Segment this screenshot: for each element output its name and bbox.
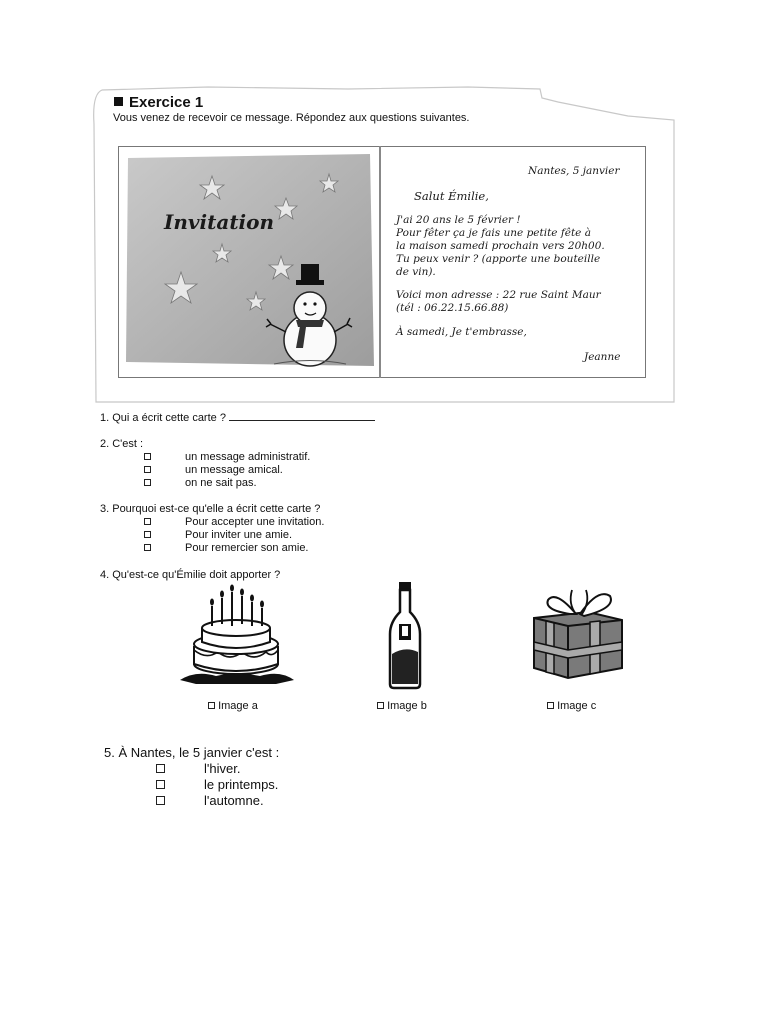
question-3-option[interactable]: Pour accepter une invitation. [144, 516, 151, 528]
checkbox[interactable] [156, 796, 165, 805]
letter-body-line: Pour fêter ça je fais une petite fête à [396, 227, 591, 239]
letter-body-line: Tu peux venir ? (apporte une bouteille [396, 253, 601, 265]
checkbox[interactable] [144, 518, 151, 525]
wine-bottle-icon [386, 580, 424, 690]
exercise-instruction: Vous venez de recevoir ce message. Répondez aux questions suivantes. [113, 112, 470, 124]
checkbox[interactable] [156, 764, 165, 773]
postcard-divider [379, 146, 381, 378]
checkbox[interactable] [144, 544, 151, 551]
question-2-label: 2. C'est : [100, 438, 144, 450]
checkbox[interactable] [144, 531, 151, 538]
checkbox[interactable] [144, 453, 151, 460]
letter-closing: À samedi, Je t'embrasse, [396, 326, 527, 338]
birthday-cake-icon [176, 584, 296, 688]
checkbox[interactable] [377, 702, 384, 709]
image-c-option[interactable]: Image c [547, 700, 596, 712]
checkbox[interactable] [208, 702, 215, 709]
gift-box-icon [534, 590, 622, 678]
question-3-option[interactable]: Pour remercier son amie. [144, 542, 151, 554]
question-4-label: 4. Qu'est-ce qu'Émilie doit apporter ? [100, 569, 281, 581]
question-5-option[interactable]: l'automne. [156, 793, 165, 808]
letter-body-line: J'ai 20 ans le 5 février ! [396, 214, 521, 226]
checkbox[interactable] [144, 466, 151, 473]
letter-address-line: (tél : 06.22.15.66.88) [396, 302, 509, 314]
checkbox[interactable] [144, 479, 151, 486]
letter-body-line: de vin). [396, 266, 436, 278]
letter-date: Nantes, 5 janvier [528, 165, 620, 177]
letter-greeting: Salut Émilie, [414, 189, 489, 203]
checkbox[interactable] [547, 702, 554, 709]
question-2-option[interactable]: on ne sait pas. [144, 477, 151, 489]
question-5-option[interactable]: le printemps. [156, 777, 165, 792]
question-1: 1. Qui a écrit cette carte ? [100, 411, 375, 424]
question-3-option[interactable]: Pour inviter une amie. [144, 529, 151, 541]
exercise-title: Exercice 1 [114, 94, 203, 111]
question-2-option[interactable]: un message amical. [144, 464, 151, 476]
question-2-option[interactable]: un message administratif. [144, 451, 151, 463]
image-b-option[interactable]: Image b [377, 700, 427, 712]
invitation-card-front [124, 152, 376, 370]
image-a-option[interactable]: Image a [208, 700, 258, 712]
question-5-option[interactable]: l'hiver. [156, 761, 165, 776]
bullet-square-icon [114, 97, 123, 106]
letter-address-line: Voici mon adresse : 22 rue Saint Maur [396, 289, 601, 301]
question-3-label: 3. Pourquoi est-ce qu'elle a écrit cette carte ? [100, 503, 321, 515]
letter-signature: Jeanne [584, 351, 621, 363]
checkbox[interactable] [156, 780, 165, 789]
question-5-label: 5. À Nantes, le 5 janvier c'est : [104, 745, 280, 760]
letter-body-line: la maison samedi prochain vers 20h00. [396, 240, 605, 252]
answer-blank-line[interactable] [229, 411, 375, 421]
invitation-title: Invitation [164, 210, 275, 234]
